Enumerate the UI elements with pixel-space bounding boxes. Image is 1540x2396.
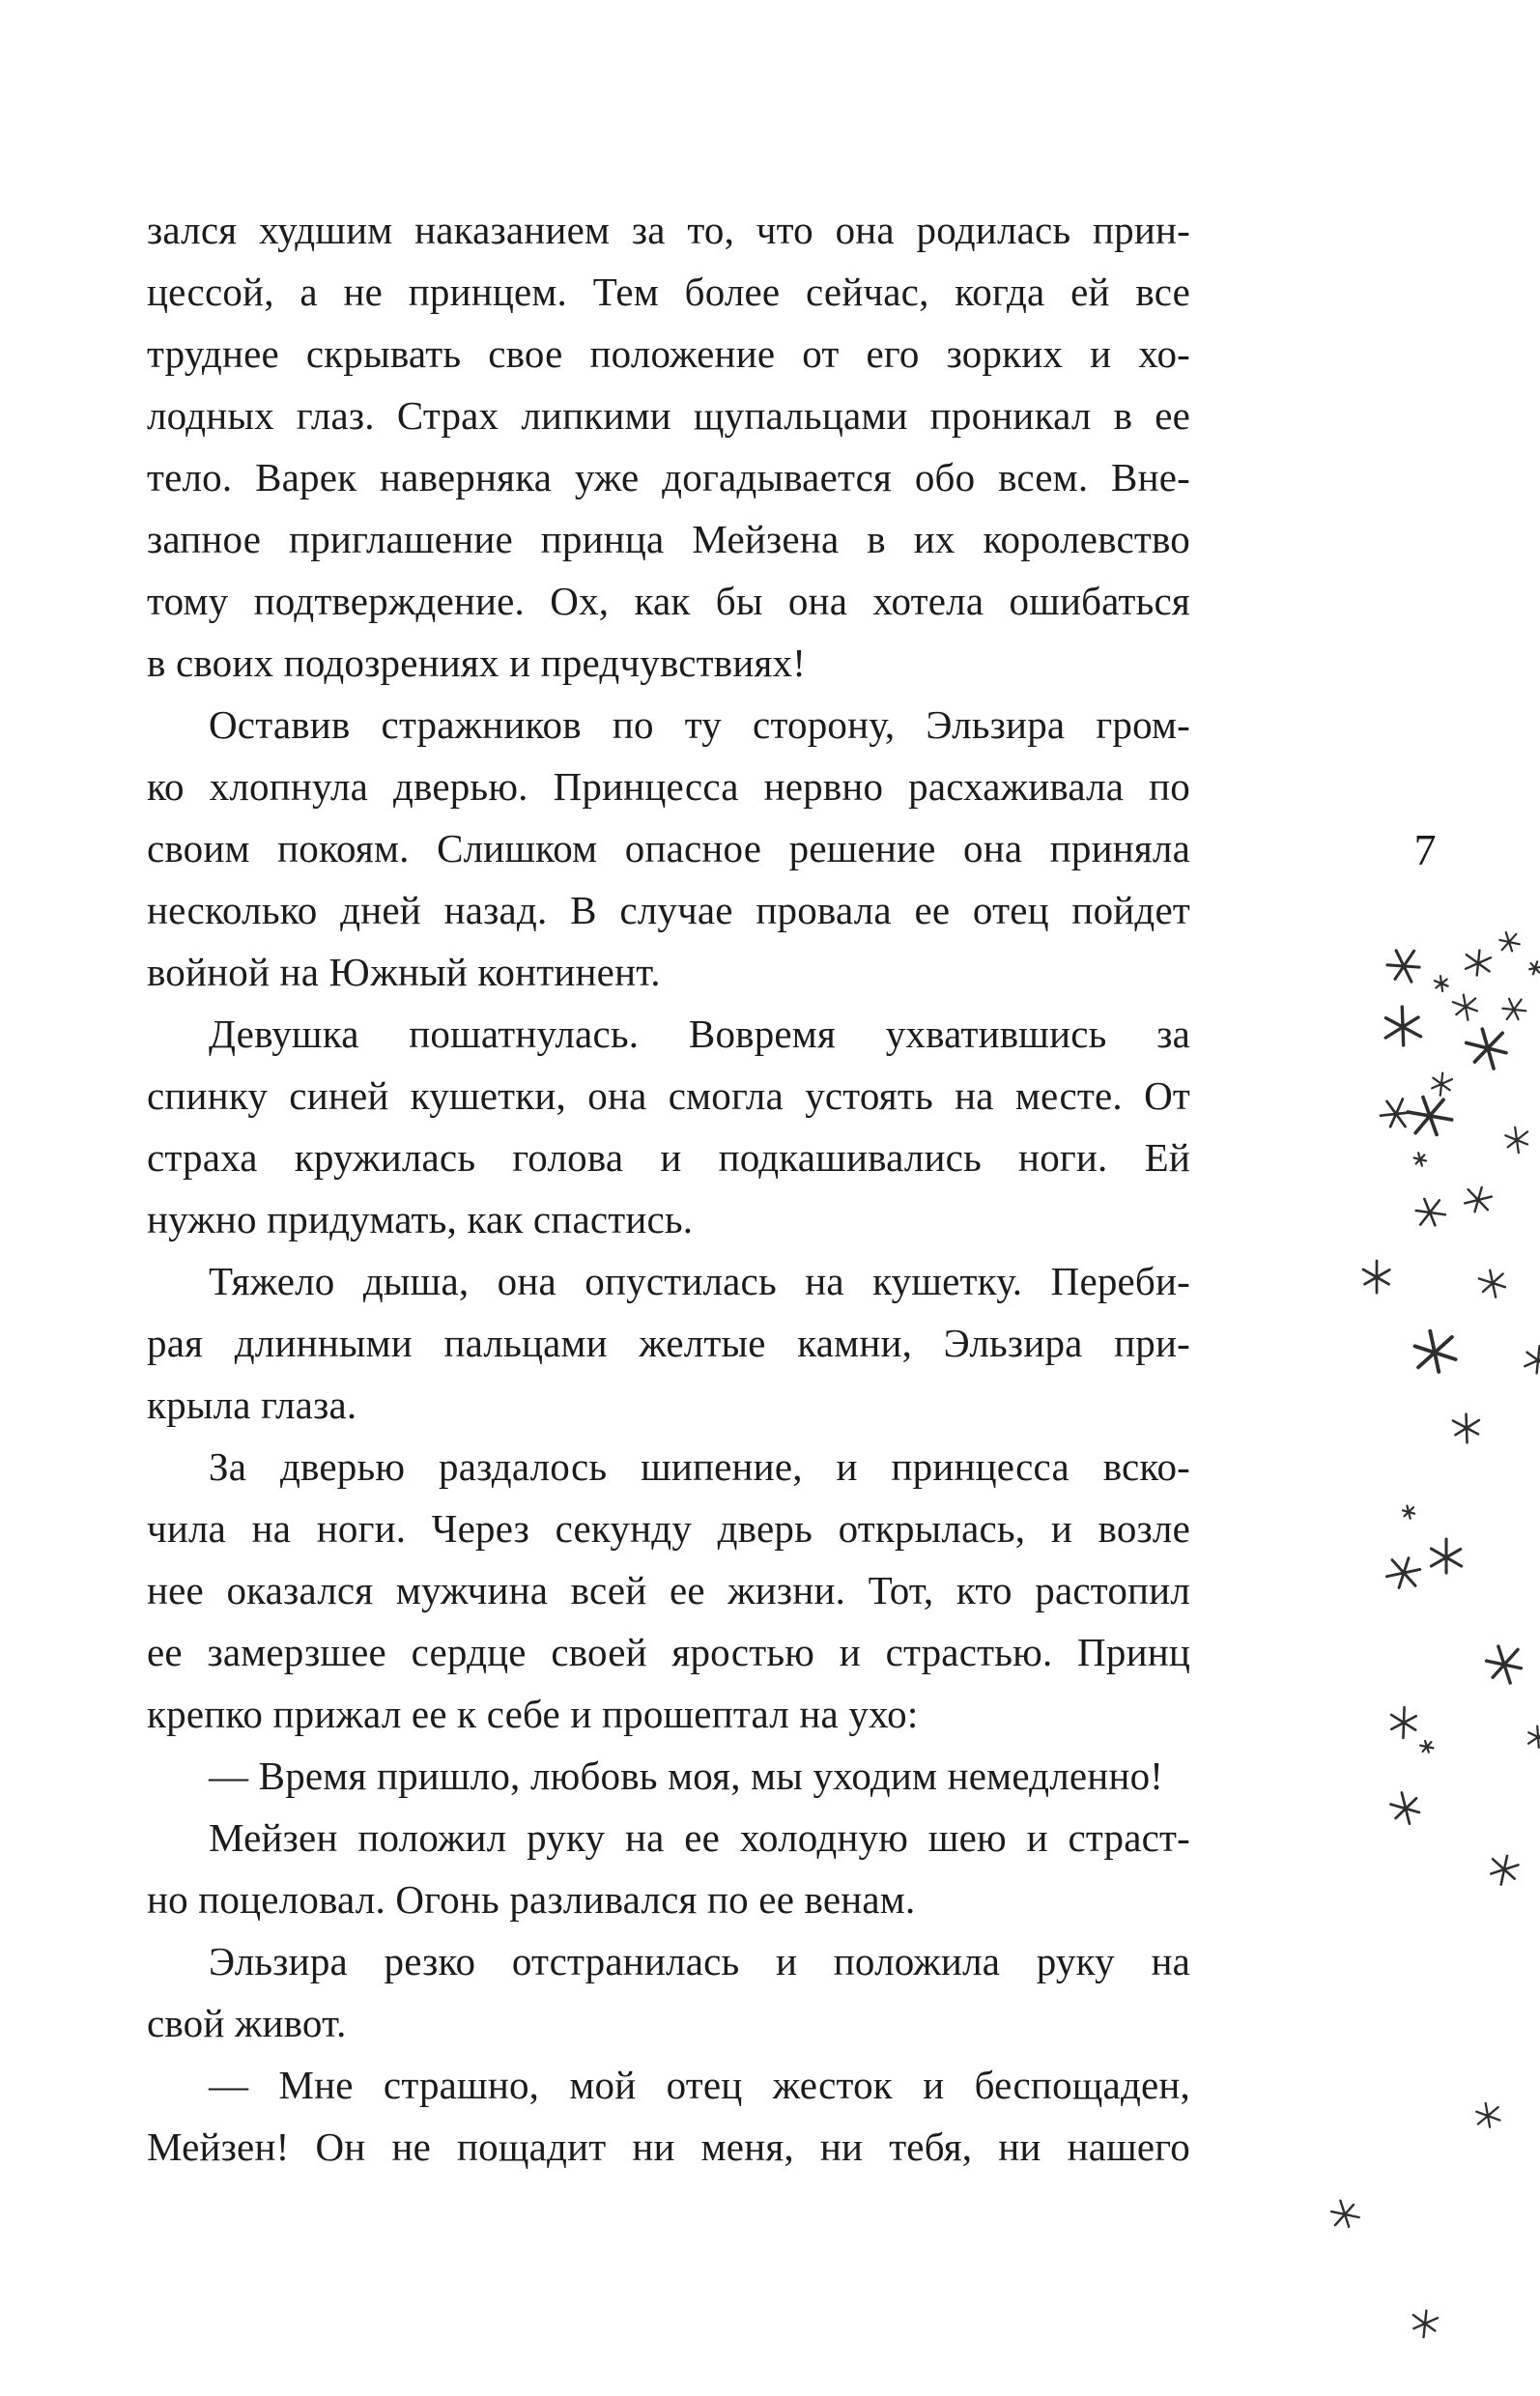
text-line: тело. Варек наверняка уже догадывается обо всем. Вне- — [147, 455, 1190, 499]
star-icon — [1499, 1123, 1534, 1157]
star-icon — [1384, 1703, 1423, 1742]
text-line: запное приглашение принца Мейзена в их королевство — [147, 517, 1190, 561]
text-line: Мейзен! Он не пощадит ни меня, ни тебя, ни нашего — [147, 2125, 1190, 2169]
text-line: несколько дней назад. В случае провала ее отец пойдет — [147, 888, 1190, 932]
text-line: Тяжело дыша, она опустилась на кушетку. Переби- — [209, 1259, 1190, 1303]
star-icon — [1408, 1326, 1462, 1380]
text-line: крыла глаза. — [147, 1383, 357, 1427]
text-line: Оставив стражников по ту сторону, Эльзира гром- — [209, 702, 1190, 747]
star-icon — [1474, 1265, 1511, 1301]
star-icon — [1410, 1149, 1431, 1170]
star-icon — [1480, 1640, 1528, 1689]
text-line: крепко прижал ее к себе и прошептал на ухо: — [147, 1692, 919, 1736]
text-line: За дверью раздалось шипение, и принцесса вско- — [209, 1444, 1190, 1489]
page-number: 7 — [1413, 825, 1437, 874]
star-icon — [1411, 1193, 1449, 1232]
star-icon — [1424, 1535, 1469, 1580]
star-icon — [1416, 1736, 1438, 1757]
star-icon — [1426, 1069, 1457, 1099]
star-icon — [1523, 1722, 1540, 1753]
text-line: чила на ноги. Через секунду дверь открылась, и возле — [147, 1506, 1190, 1551]
text-line: страха кружилась голова и подкашивались ноги. Ей — [147, 1135, 1190, 1180]
star-icon — [1404, 1090, 1456, 1142]
text-line: — Время пришло, любовь моя, мы уходим немедленно! — [209, 1754, 1164, 1798]
text-line: труднее скрывать свое положение от его зорких и хо- — [147, 331, 1190, 376]
star-icon — [1382, 944, 1426, 988]
text-line: нужно придумать, как спастись. — [147, 1197, 694, 1241]
star-icon — [1460, 1182, 1497, 1218]
star-icon — [1407, 2305, 1443, 2342]
text-line: Эльзира резко отстранилась и положила руку на — [209, 1939, 1190, 1983]
star-icon — [1385, 1788, 1426, 1829]
star-icon — [1525, 957, 1540, 979]
text-line: ее замерзшее сердце своей яростью и страстью. Принц — [147, 1630, 1190, 1674]
text-line: свой живот. — [147, 2001, 347, 2045]
star-icon — [1379, 1003, 1427, 1051]
star-icon — [1520, 1342, 1540, 1379]
text-line: рая длинными пальцами желтые камни, Эльзира при- — [147, 1321, 1190, 1365]
star-icon — [1326, 2196, 1363, 2233]
star-icon — [1447, 1409, 1486, 1447]
star-icon — [1383, 1552, 1425, 1594]
text-block — [147, 199, 1190, 2178]
star-icon — [1430, 972, 1453, 995]
text-line: ко хлопнула дверью. Принцесса нервно расхаживала по — [147, 764, 1190, 809]
text-line: зался худшим наказанием за то, что она родилась прин- — [147, 208, 1190, 252]
text-line: нее оказался мужчина всей ее жизни. Тот, кто растопил — [147, 1568, 1190, 1612]
star-icon — [1460, 945, 1497, 982]
text-line: лодных глаз. Страх липкими щупальцами проникал в ее — [147, 393, 1190, 438]
text-line: цессой, а не принцем. Тем более сейчас, когда ей все — [147, 270, 1190, 314]
star-icon — [1470, 2098, 1505, 2133]
star-icon — [1448, 989, 1483, 1024]
text-line: но поцеловал. Огонь разливался по ее венам. — [147, 1877, 916, 1922]
text-line: своим покоям. Слишком опасное решение она приняла — [147, 826, 1190, 870]
text-line: тому подтверждение. Ох, как бы она хотела ошибаться — [147, 579, 1190, 623]
star-icon — [1356, 1257, 1397, 1298]
text-line: спинку синей кушетки, она смогла устоять на месте. От — [147, 1073, 1190, 1118]
star-icon — [1462, 1022, 1514, 1074]
text-line: Девушка пошатнулась. Вовремя ухватившись за — [209, 1012, 1190, 1056]
text-line: войной на Южный континент. — [147, 950, 661, 994]
star-icon — [1497, 993, 1530, 1026]
text-line: в своих подозрениях и предчувствиях! — [147, 641, 807, 685]
text-line: — Мне страшно, мой отец жесток и беспощаден, — [209, 2063, 1190, 2107]
text-line: Мейзен положил руку на ее холодную шею и страст- — [209, 1815, 1190, 1860]
star-icon — [1398, 1501, 1419, 1523]
star-icon — [1485, 1850, 1524, 1889]
star-icon — [1495, 927, 1524, 956]
star-icon — [1376, 1094, 1416, 1134]
